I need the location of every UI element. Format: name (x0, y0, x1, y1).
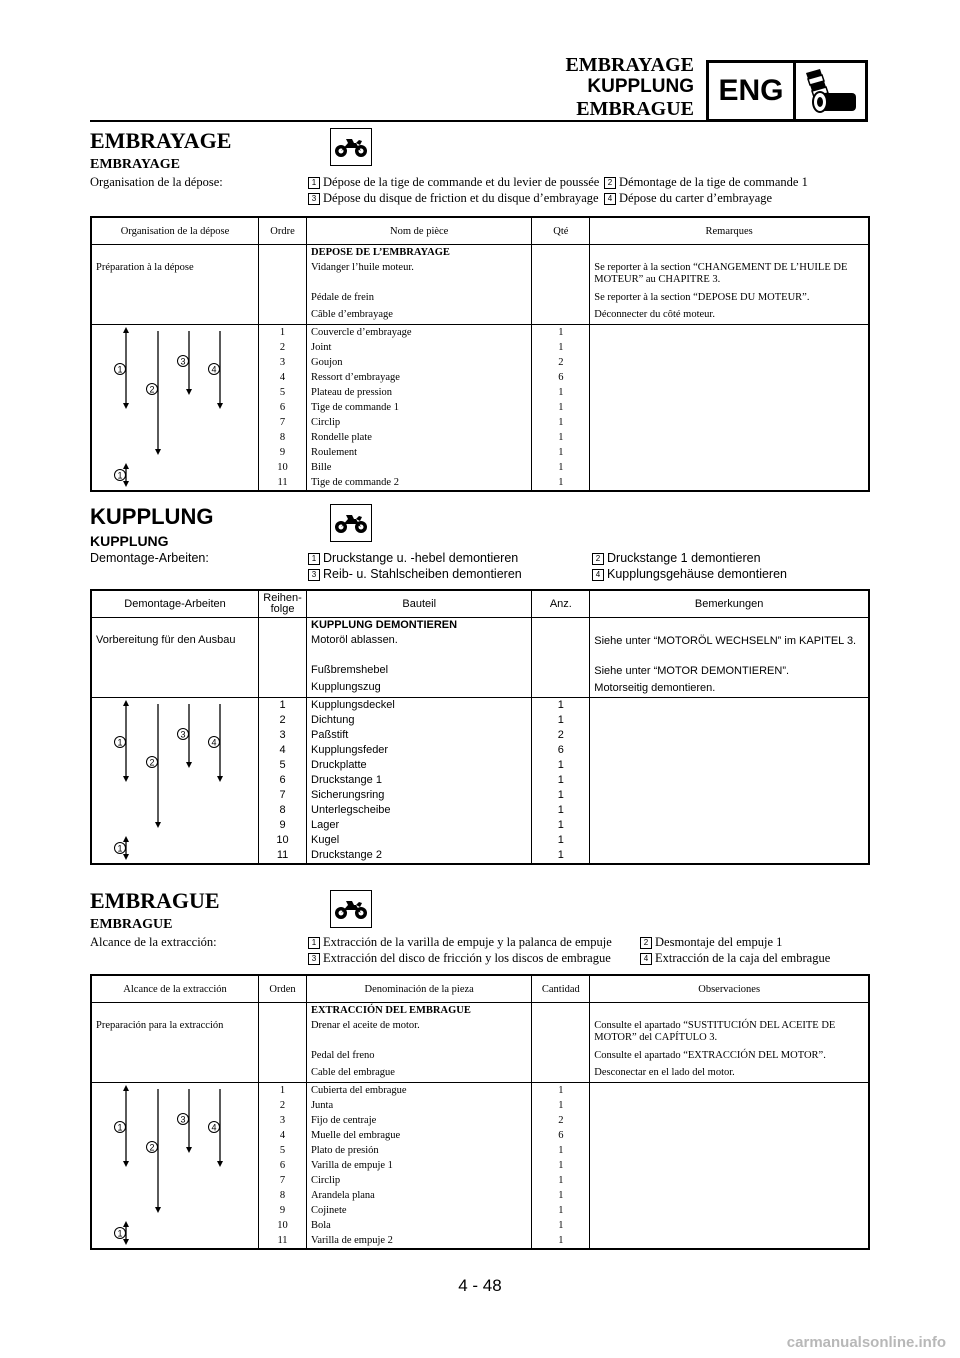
prep-item: Pedal del freno (306, 1048, 531, 1065)
part-remark (590, 370, 869, 385)
part-name: Unterlegscheibe (307, 803, 532, 818)
part-qty: 1 (532, 758, 590, 773)
step-1: 1 Dépose de la tige de commande et du levier de poussée (308, 174, 604, 190)
part-qty: 1 (532, 415, 590, 430)
part-name: Kupplungsdeckel (307, 698, 532, 714)
part-remark (590, 1173, 869, 1188)
arrow-down-icon (217, 776, 223, 782)
part-qty: 1 (532, 803, 590, 818)
disassembly-flow-diagram (91, 325, 259, 492)
part-name: Dichtung (307, 713, 532, 728)
step-label: 2 (149, 1142, 155, 1153)
part-name: Druckstange 2 (307, 848, 532, 864)
part-name: Varilla de empuje 2 (306, 1233, 531, 1249)
step-number: 1 (308, 553, 320, 565)
part-remark (590, 818, 869, 833)
part-order: 2 (259, 340, 307, 355)
part-qty: 1 (532, 340, 590, 355)
part-order: 11 (259, 848, 307, 864)
part-remark (590, 430, 869, 445)
watermark: carmanualsonline.info (786, 1334, 946, 1351)
part-qty: 1 (532, 788, 590, 803)
part-remark (590, 728, 869, 743)
part-qty: 6 (532, 370, 590, 385)
step-label: 3 (180, 356, 186, 367)
table-row (91, 1065, 869, 1083)
part-qty: 1 (532, 818, 590, 833)
part-qty: 1 (532, 445, 590, 460)
step-2: 2 Démontage de la tige de commande 1 (604, 174, 870, 190)
step-label: 1 (117, 470, 123, 481)
part-qty: 1 (532, 460, 590, 475)
part-qty: 1 (532, 698, 590, 714)
prep-remark: Déconnecter du côté moteur. (590, 307, 869, 325)
prep-item: Drenar el aceite de motor. (306, 1018, 531, 1048)
section-subtitle: EMBRAYAGE (90, 157, 180, 172)
step-label: 1 (117, 843, 123, 854)
part-remark (590, 803, 869, 818)
prep-remark: Siehe unter “MOTOR DEMONTIEREN”. (590, 663, 869, 680)
part-qty: 1 (532, 1098, 590, 1113)
motorcycle-icon (330, 128, 372, 166)
flow-arrows (92, 698, 260, 863)
step-label: 2 (149, 757, 155, 768)
table-row (91, 1018, 869, 1048)
prep-label: Preparación para la extracción (91, 1018, 259, 1048)
part-name: Plateau de pression (306, 385, 531, 400)
part-name: Paßstift (307, 728, 532, 743)
prep-item: Pédale de frein (306, 290, 531, 307)
part-name: Ressort d’embrayage (306, 370, 531, 385)
table-row (91, 1048, 869, 1065)
column-header-org: Demontage-Arbeiten (91, 590, 259, 618)
part-name: Arandela plana (306, 1188, 531, 1203)
part-order: 10 (259, 1218, 307, 1233)
part-remark (590, 1098, 869, 1113)
part-remark (590, 415, 869, 430)
step-number: 2 (592, 553, 604, 565)
part-order: 2 (259, 1098, 307, 1113)
part-name: Cojinete (306, 1203, 531, 1218)
step-2: 2 Druckstange 1 demontieren (592, 550, 870, 566)
part-name: Sicherungsring (307, 788, 532, 803)
header-titles (565, 54, 694, 120)
part-remark (590, 1188, 869, 1203)
part-qty: 1 (532, 430, 590, 445)
arrow-down-icon (186, 1147, 192, 1153)
part-order: 8 (259, 803, 307, 818)
part-remark (590, 698, 869, 714)
part-remark (590, 460, 869, 475)
table-row (91, 680, 869, 698)
part-remark (590, 355, 869, 370)
part-remark (590, 743, 869, 758)
disassembly-heading: EXTRACCIÓN DEL EMBRAGUE (306, 1003, 531, 1019)
part-order: 6 (259, 1158, 307, 1173)
part-order: 9 (259, 1203, 307, 1218)
column-header-qty: Cantidad (532, 975, 590, 1003)
organisation-row (90, 174, 870, 206)
part-name: Tige de commande 2 (306, 475, 531, 491)
part-qty: 1 (532, 713, 590, 728)
section-de (90, 504, 870, 582)
part-name: Kugel (307, 833, 532, 848)
part-order: 11 (259, 1233, 307, 1249)
part-order: 1 (259, 698, 307, 714)
part-name: Druckstange 1 (307, 773, 532, 788)
section-fr (90, 128, 870, 206)
part-remark (590, 400, 869, 415)
part-name: Lager (307, 818, 532, 833)
part-qty: 1 (532, 833, 590, 848)
prep-item: Cable del embrague (306, 1065, 531, 1083)
part-order: 7 (259, 1173, 307, 1188)
part-remark (590, 1158, 869, 1173)
step-label: 1 (117, 737, 123, 748)
table-row (91, 290, 869, 307)
column-header-name: Bauteil (307, 590, 532, 618)
part-qty: 1 (532, 1158, 590, 1173)
prep-item: Motoröl ablassen. (307, 633, 532, 663)
header-title-es: EMBRAGUE (576, 98, 694, 120)
part-remark (590, 713, 869, 728)
part-remark (590, 445, 869, 460)
part-remark (590, 325, 869, 341)
header-title-de: KUPPLUNG (587, 76, 694, 97)
step-number: 2 (640, 937, 652, 949)
flow-arrows (92, 1083, 260, 1248)
part-name: Junta (306, 1098, 531, 1113)
parts-table (90, 216, 870, 492)
step-4: 4 Kupplungsgehäuse demontieren (592, 566, 870, 582)
part-name: Fijo de centraje (306, 1113, 531, 1128)
part-name: Goujon (306, 355, 531, 370)
part-name: Plato de presión (306, 1143, 531, 1158)
part-qty: 1 (532, 1218, 590, 1233)
step-number: 3 (308, 569, 320, 581)
column-header-remarks: Remarques (590, 217, 869, 245)
part-name: Varilla de empuje 1 (306, 1158, 531, 1173)
column-header-qty: Anz. (532, 590, 590, 618)
part-order: 10 (259, 460, 307, 475)
part-order: 8 (259, 1188, 307, 1203)
part-order: 5 (259, 385, 307, 400)
step-label: 1 (117, 1122, 123, 1133)
table-header-row (91, 975, 869, 1003)
part-qty: 1 (532, 1173, 590, 1188)
column-header-order: Reihen-folge (259, 590, 307, 618)
flow-arrows (92, 325, 260, 490)
eng-badge (706, 60, 868, 122)
part-qty: 1 (532, 773, 590, 788)
part-name: Muelle del embrague (306, 1128, 531, 1143)
arrow-down-icon (155, 822, 161, 828)
arrow-up-icon (123, 700, 129, 706)
table-row (91, 325, 869, 341)
part-remark (590, 475, 869, 491)
part-qty: 2 (532, 355, 590, 370)
part-qty: 1 (532, 1143, 590, 1158)
arrow-down-icon (217, 403, 223, 409)
part-remark (590, 1218, 869, 1233)
part-name: Kupplungsfeder (307, 743, 532, 758)
organisation-row (90, 934, 870, 966)
step-label: 3 (180, 1114, 186, 1125)
arrow-down-icon (155, 449, 161, 455)
column-header-remarks: Observaciones (590, 975, 869, 1003)
part-order: 1 (259, 1083, 307, 1099)
column-header-order: Orden (259, 975, 307, 1003)
part-name: Druckplatte (307, 758, 532, 773)
part-remark (590, 1128, 869, 1143)
column-header-org: Alcance de la extracción (91, 975, 259, 1003)
prep-remark: Consulte el apartado “EXTRACCIÓN DEL MOTOR”. (590, 1048, 869, 1065)
part-order: 4 (259, 1128, 307, 1143)
table-row (91, 618, 869, 634)
disassembly-heading: KUPPLUNG DEMONTIEREN (307, 618, 532, 634)
disassembly-heading: DEPOSE DE L’EMBRAYAGE (306, 245, 531, 261)
arrow-up-icon (123, 1221, 129, 1227)
step-number: 1 (308, 937, 320, 949)
prep-item: Vidanger l’huile moteur. (306, 260, 531, 290)
step-label: 2 (149, 384, 155, 395)
part-remark (590, 833, 869, 848)
arrow-down-icon (186, 389, 192, 395)
motorcycle-icon (330, 504, 372, 542)
table-row (91, 633, 869, 663)
part-qty: 1 (532, 385, 590, 400)
arrow-up-icon (123, 463, 129, 469)
column-header-org: Organisation de la dépose (91, 217, 259, 245)
part-order: 6 (259, 400, 307, 415)
prep-remark: Siehe unter “MOTORÖL WECHSELN” im KAPITEL 3. (590, 633, 869, 663)
prep-remark: Consulte el apartado “SUSTITUCIÓN DEL ACEITE DE MOTOR” del CAPÍTULO 3. (590, 1018, 869, 1048)
part-qty: 6 (532, 743, 590, 758)
part-remark (590, 758, 869, 773)
step-3: 3 Extracción del disco de fricción y los discos de embrague (308, 950, 640, 966)
arrow-down-icon (123, 1161, 129, 1167)
parts-table (90, 589, 870, 865)
org-label: Organisation de la dépose: (90, 175, 223, 189)
prep-item: Kupplungszug (307, 680, 532, 698)
eng-label: ENG (709, 63, 796, 119)
part-qty: 1 (532, 1203, 590, 1218)
step-number: 4 (604, 193, 616, 205)
column-header-remarks: Bemerkungen (590, 590, 869, 618)
part-remark (590, 1203, 869, 1218)
table-row (91, 245, 869, 261)
part-order: 3 (259, 355, 307, 370)
part-name: Circlip (306, 415, 531, 430)
arrow-down-icon (123, 403, 129, 409)
part-order: 11 (259, 475, 307, 491)
part-name: Tige de commande 1 (306, 400, 531, 415)
step-number: 4 (592, 569, 604, 581)
part-qty: 1 (532, 475, 590, 491)
column-header-name: Denominación de la pieza (306, 975, 531, 1003)
part-order: 8 (259, 430, 307, 445)
step-label: 4 (211, 737, 217, 748)
section-title: KUPPLUNG (90, 504, 214, 529)
part-remark (590, 1143, 869, 1158)
column-header-name: Nom de pièce (306, 217, 531, 245)
part-qty: 1 (532, 848, 590, 864)
org-label: Demontage-Arbeiten: (90, 551, 209, 565)
part-remark (590, 340, 869, 355)
part-order: 5 (259, 1143, 307, 1158)
part-remark (590, 773, 869, 788)
table-row (91, 1083, 869, 1099)
step-4: 4 Extracción de la caja del embrague (640, 950, 870, 966)
step-label: 3 (180, 729, 186, 740)
step-2: 2 Desmontaje del empuje 1 (640, 934, 870, 950)
part-order: 1 (259, 325, 307, 341)
table-row (91, 698, 869, 714)
part-name: Cubierta del embrague (306, 1083, 531, 1099)
part-name: Roulement (306, 445, 531, 460)
part-qty: 1 (532, 1188, 590, 1203)
table-row (91, 260, 869, 290)
part-order: 4 (259, 743, 307, 758)
part-order: 7 (259, 415, 307, 430)
step-label: 4 (211, 1122, 217, 1133)
engine-icon (796, 63, 865, 119)
prep-remark: Motorseitig demontieren. (590, 680, 869, 698)
arrow-down-icon (217, 1161, 223, 1167)
part-remark (590, 1233, 869, 1249)
prep-remark: Desconectar en el lado del motor. (590, 1065, 869, 1083)
section-es (90, 888, 870, 966)
step-number: 3 (308, 193, 320, 205)
prep-remark: Se reporter à la section “CHANGEMENT DE L’HUILE DE MOTEUR” au CHAPITRE 3. (590, 260, 869, 290)
organisation-row (90, 550, 870, 582)
table-row (91, 1003, 869, 1019)
part-order: 9 (259, 445, 307, 460)
part-name: Bola (306, 1218, 531, 1233)
arrow-up-icon (123, 1085, 129, 1091)
step-number: 3 (308, 953, 320, 965)
motorcycle-icon (330, 890, 372, 928)
part-remark (590, 1113, 869, 1128)
section-title: EMBRAYAGE (90, 128, 232, 153)
table-header-row (91, 590, 869, 618)
column-header-qty: Qté (532, 217, 590, 245)
step-1: 1 Druckstange u. -hebel demontieren (308, 550, 592, 566)
table-header-row (91, 217, 869, 245)
step-label: 1 (117, 364, 123, 375)
step-number: 1 (308, 177, 320, 189)
arrow-down-icon (123, 481, 129, 487)
part-qty: 1 (532, 400, 590, 415)
part-order: 9 (259, 818, 307, 833)
arrow-down-icon (186, 762, 192, 768)
part-qty: 6 (532, 1128, 590, 1143)
section-title: EMBRAGUE (90, 888, 220, 913)
table-row (91, 307, 869, 325)
part-remark (590, 385, 869, 400)
column-header-order: Ordre (259, 217, 307, 245)
step-number: 4 (640, 953, 652, 965)
prep-remark: Se reporter à la section “DEPOSE DU MOTEUR”. (590, 290, 869, 307)
header-title-fr: EMBRAYAGE (565, 54, 694, 76)
step-label: 1 (117, 1228, 123, 1239)
part-order: 2 (259, 713, 307, 728)
part-name: Joint (306, 340, 531, 355)
part-name: Circlip (306, 1173, 531, 1188)
part-qty: 2 (532, 1113, 590, 1128)
part-order: 3 (259, 1113, 307, 1128)
part-name: Rondelle plate (306, 430, 531, 445)
header-rule (90, 120, 706, 122)
part-qty: 2 (532, 728, 590, 743)
step-1: 1 Extracción de la varilla de empuje y la palanca de empuje (308, 934, 640, 950)
section-subtitle: KUPPLUNG (90, 533, 169, 549)
prep-label: Vorbereitung für den Ausbau (91, 633, 259, 663)
step-4: 4 Dépose du carter d’embrayage (604, 190, 870, 206)
arrow-down-icon (123, 1239, 129, 1245)
section-subtitle: EMBRAGUE (90, 917, 173, 932)
arrow-down-icon (123, 854, 129, 860)
step-3: 3 Reib- u. Stahlscheiben demontieren (308, 566, 592, 582)
part-order: 7 (259, 788, 307, 803)
step-label: 4 (211, 364, 217, 375)
part-order: 6 (259, 773, 307, 788)
prep-label: Préparation à la dépose (91, 260, 259, 290)
part-order: 10 (259, 833, 307, 848)
part-remark (590, 1083, 869, 1099)
prep-item: Câble d’embrayage (306, 307, 531, 325)
org-label: Alcance de la extracción: (90, 935, 217, 949)
part-order: 3 (259, 728, 307, 743)
table-row (91, 663, 869, 680)
arrow-down-icon (123, 776, 129, 782)
step-number: 2 (604, 177, 616, 189)
arrow-up-icon (123, 836, 129, 842)
arrow-up-icon (123, 327, 129, 333)
parts-table (90, 974, 870, 1250)
part-qty: 1 (532, 1083, 590, 1099)
prep-item: Fußbremshebel (307, 663, 532, 680)
part-remark (590, 788, 869, 803)
part-order: 5 (259, 758, 307, 773)
part-order: 4 (259, 370, 307, 385)
disassembly-flow-diagram (91, 698, 259, 865)
part-remark (590, 848, 869, 864)
step-3: 3 Dépose du disque de friction et du disque d’embrayage (308, 190, 604, 206)
part-qty: 1 (532, 1233, 590, 1249)
part-qty: 1 (532, 325, 590, 341)
part-name: Couvercle d’embrayage (306, 325, 531, 341)
arrow-down-icon (155, 1207, 161, 1213)
page-number: 4 - 48 (458, 1276, 502, 1295)
part-name: Bille (306, 460, 531, 475)
disassembly-flow-diagram (91, 1083, 259, 1250)
